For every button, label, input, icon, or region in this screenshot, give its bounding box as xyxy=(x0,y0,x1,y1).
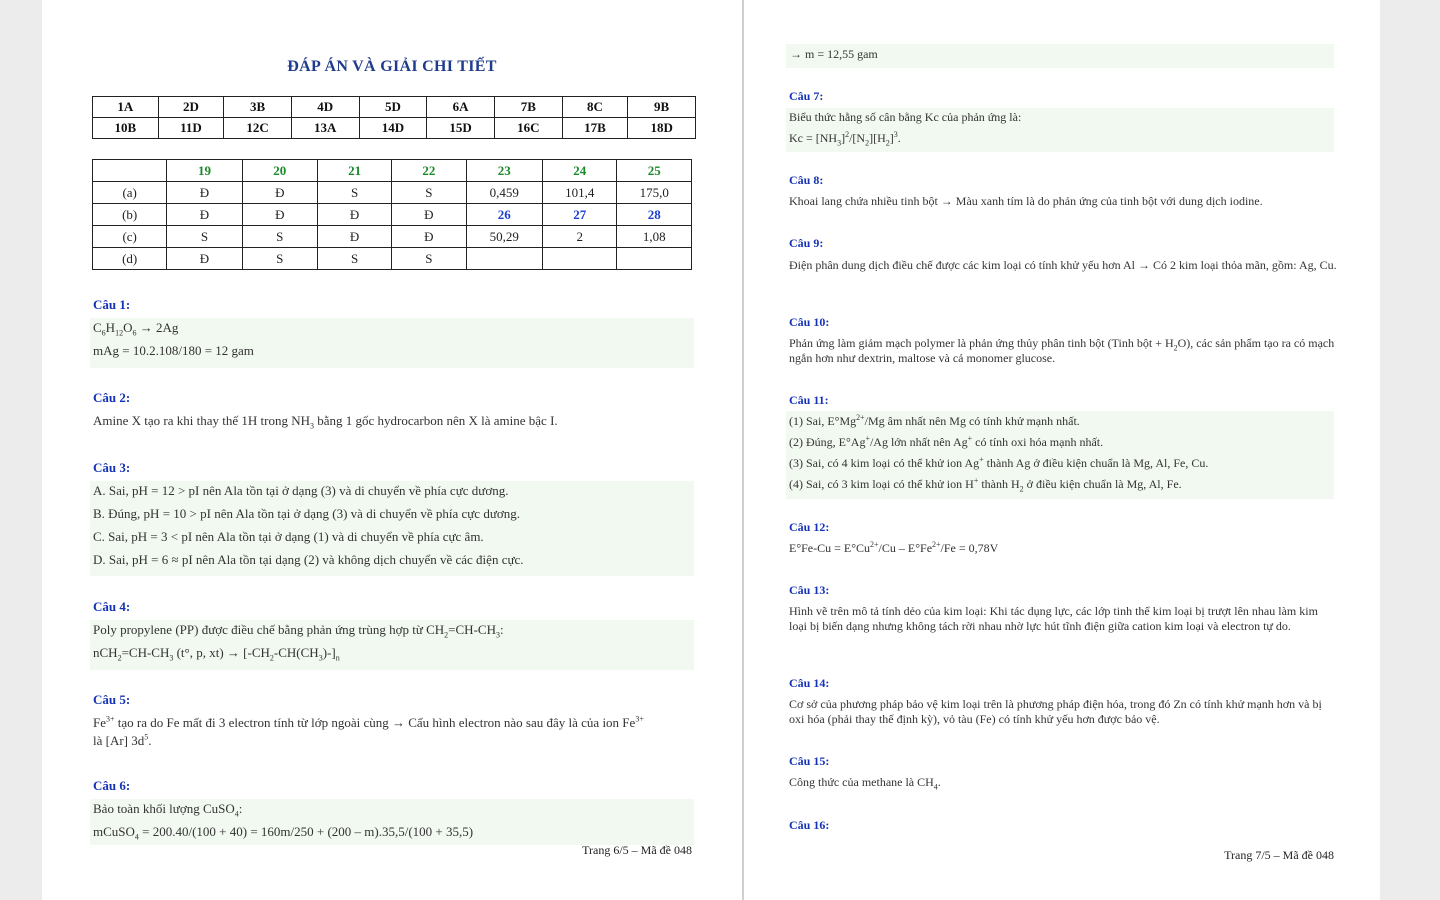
tf-cell: 50,29 xyxy=(466,226,542,248)
tf-row xyxy=(93,226,692,248)
tf-cell xyxy=(617,248,692,270)
question-8-heading: Câu 8: xyxy=(789,173,824,187)
answer-cell: 18D xyxy=(628,118,696,139)
question-12-heading: Câu 12: xyxy=(789,520,830,534)
tf-header-cell: 20 xyxy=(242,160,317,182)
tf-header-row xyxy=(93,160,692,182)
page-title: ĐÁP ÁN VÀ GIẢI CHI TIẾT xyxy=(287,58,497,75)
question-7-expression: $Kc = [NH_3]^2/[N_2][H_2]^3$. xyxy=(789,130,901,148)
tf-cell: 2 xyxy=(542,226,616,248)
question-3-option-d: D. Sai, pH = 6 ≈ pI nên Ala tồn tại dạng (2) và không dịch chuyển về các điện cực. xyxy=(93,552,524,567)
answer-cell: 13A xyxy=(291,118,359,139)
tf-cell: (d) xyxy=(93,248,167,270)
true-false-answer-table xyxy=(92,159,692,270)
question-7-heading: Câu 7: xyxy=(789,89,824,103)
tf-cell: (a) xyxy=(93,182,167,204)
answer-cell: 15D xyxy=(427,118,495,139)
question-5-text: $Fe^{3+}$ tạo ra do Fe mất đi 3 electron tính từ lớp ngoài cùng → Cấu hình electron nào sau đây là của ion $Fe^{3+}$ xyxy=(93,714,644,730)
tf-cell: 175,0 xyxy=(617,182,692,204)
answer-cell: 14D xyxy=(359,118,427,139)
tf-cell: Đ xyxy=(167,248,242,270)
question-6-text: Bảo toàn khối lượng CuSO$_4$: xyxy=(93,801,243,819)
document-page-7 xyxy=(744,0,1380,900)
tf-header-cell: 19 xyxy=(167,160,242,182)
question-3-option-a: A. Sai, pH = 12 > pI nên Ala tồn tại ở dạng (3) và di chuyển về phía cực dương. xyxy=(93,483,509,498)
tf-cell: S xyxy=(167,226,242,248)
question-4-equation: $nCH_2=CH-CH_3$ (t°, p, $xt) \to [-CH_2-CH(CH_3)-]_n$ xyxy=(93,645,340,663)
tf-cell: S xyxy=(242,248,317,270)
tf-cell: Đ xyxy=(167,182,242,204)
question-11-item-2: (2) Đúng, E°Ag+/Ag lớn nhất nên Ag+ có tính oxi hóa mạnh nhất. xyxy=(789,434,1104,449)
answer-cell: 4D xyxy=(291,97,359,118)
question-15-text: Công thức của methane là $CH_4$. xyxy=(789,775,941,792)
tf-cell: 26 xyxy=(466,204,542,226)
question-1-calculation: mAg = 10.2.108/180 = 12 gam xyxy=(93,343,254,358)
tf-cell: Đ xyxy=(167,204,242,226)
tf-cell: 27 xyxy=(542,204,616,226)
question-11-heading: Câu 11: xyxy=(789,393,829,407)
question-5-config: là [Ar] $3d^5$. xyxy=(93,732,152,748)
tf-header-cell xyxy=(93,160,167,182)
answer-row xyxy=(93,97,696,118)
answer-cell: 12C xyxy=(224,118,292,139)
tf-cell: S xyxy=(392,248,466,270)
tf-cell: Đ xyxy=(242,182,317,204)
tf-cell: 1,08 xyxy=(617,226,692,248)
tf-header-cell: 23 xyxy=(466,160,542,182)
answer-cell: 17B xyxy=(562,118,628,139)
question-2-text: Amine X tạo ra khi thay thế 1H trong $NH_3$ bằng 1 gốc hydrocarbon nên X là amine bậc I. xyxy=(93,413,558,431)
question-12-equation: $E^\circ Fe-Cu = E^\circ Cu^{2+}/Cu - E^\circ Fe^{2+}/Fe = 0,78V$ xyxy=(789,540,999,555)
question-6-equation: mCuSO$_4$ = 200.40/(100 + 40) = 160m/250 + (200 – m).35,5/(100 + 35,5) xyxy=(93,824,474,842)
tf-cell: Đ xyxy=(392,204,466,226)
answer-cell: 3B xyxy=(224,97,292,118)
tf-cell: S xyxy=(317,182,391,204)
tf-header-cell: 21 xyxy=(317,160,391,182)
question-9-text: Điện phân dung dịch điều chế được các kim loại có tính khử yếu hơn Al → Có 2 kim loại thỏa mãn, gồm: Ag, Cu. xyxy=(789,258,1337,272)
question-3-option-c: C. Sai, pH = 3 < pI nên Ala tồn tại ở dạng (1) và di chuyển về phía cực âm. xyxy=(93,529,484,544)
question-14-heading: Câu 14: xyxy=(789,676,830,690)
tf-header-cell: 25 xyxy=(617,160,692,182)
tf-cell: Đ xyxy=(317,226,391,248)
question-11-item-1: (1) Sai, $E^\circ Mg^{2+}/Mg$ âm nhất nên Mg có tính khử mạnh nhất. xyxy=(789,413,1080,428)
question-10-text: Phản ứng làm giảm mạch polymer là phản ứng thủy phân tinh bột (Tinh bột + $H_2O$), các sản phẩm tạo ra có mạch ngắn hơn như dextrin, maltose và cả monomer glucose. xyxy=(789,336,1335,365)
tf-cell: S xyxy=(392,182,466,204)
tf-cell: 101,4 xyxy=(542,182,616,204)
question-10-heading: Câu 10: xyxy=(789,315,830,329)
answer-cell: 2D xyxy=(158,97,224,118)
answer-key-table xyxy=(92,96,696,139)
question-7-text: Biểu thức hằng số cân bằng Kc của phản ứng là: xyxy=(789,110,1022,124)
question-6-heading: Câu 6: xyxy=(93,778,131,793)
answer-cell: 5D xyxy=(359,97,427,118)
tf-header-cell: 24 xyxy=(542,160,616,182)
page-footer: Trang 6/5 – Mã đề 048 xyxy=(582,843,692,857)
question-1-heading: Câu 1: xyxy=(93,297,131,312)
tf-cell: Đ xyxy=(392,226,466,248)
question-14-text: Cơ sở của phương pháp bảo vệ kim loại trên là phương pháp điện hóa, trong đó Zn có tính khử mạnh hơn và bị oxi hóa (phải thay thế định kỳ), vỏ tàu (Fe) có tính khử yếu hơn được bảo vệ. xyxy=(789,697,1322,726)
page-footer: Trang 7/5 – Mã đề 048 xyxy=(1224,848,1334,862)
tf-row xyxy=(93,182,692,204)
tf-row xyxy=(93,204,692,226)
question-13-heading: Câu 13: xyxy=(789,583,830,597)
answer-cell: 9B xyxy=(628,97,696,118)
question-2-heading: Câu 2: xyxy=(93,390,131,405)
answer-cell: 6A xyxy=(427,97,495,118)
question-15-heading: Câu 15: xyxy=(789,754,830,768)
answer-cell: 16C xyxy=(494,118,562,139)
answer-cell: 10B xyxy=(93,118,159,139)
carryover-result: → m = 12,55 gam xyxy=(790,47,878,61)
question-8-text: Khoai lang chứa nhiều tinh bột → Màu xanh tím là do phản ứng của tinh bột với dung dịch iodine. xyxy=(789,194,1263,208)
question-11-item-4: (4) Sai, có 3 kim loại có thể khử ion H+ thành $H_2$ ở điều kiện chuẩn là Mg, Al, Fe. xyxy=(789,476,1182,494)
question-4-heading: Câu 4: xyxy=(93,599,131,614)
tf-cell: 0,459 xyxy=(466,182,542,204)
question-3-option-b: B. Đúng, pH = 10 > pI nên Ala tồn tại ở dạng (3) và di chuyển về phía cực dương. xyxy=(93,506,521,521)
answer-cell: 11D xyxy=(158,118,224,139)
tf-cell xyxy=(542,248,616,270)
tf-cell: Đ xyxy=(317,204,391,226)
tf-cell xyxy=(466,248,542,270)
answer-cell: 7B xyxy=(494,97,562,118)
answer-cell: 8C xyxy=(562,97,628,118)
question-13-text: Hình vẽ trên mô tả tính dẻo của kim loại: Khi tác dụng lực, các lớp tinh thể kim loại bị trượt lên nhau làm kim loại bị biến dạng nhưng không tách rời nhau nhờ lực hút tĩnh điện giữa cation kim loại và electron tự do. xyxy=(789,604,1318,633)
tf-header-cell: 22 xyxy=(392,160,466,182)
tf-cell: Đ xyxy=(242,204,317,226)
tf-cell: (b) xyxy=(93,204,167,226)
question-16-heading: Câu 16: xyxy=(789,818,830,832)
answer-cell: 1A xyxy=(93,97,159,118)
tf-row xyxy=(93,248,692,270)
question-3-heading: Câu 3: xyxy=(93,460,131,475)
answer-row xyxy=(93,118,696,139)
question-4-text: Poly propylene (PP) được điều chế bằng phản ứng trùng hợp từ $CH_2=CH-CH_3$: xyxy=(93,622,504,640)
tf-cell: S xyxy=(242,226,317,248)
question-11-item-3: (3) Sai, có 4 kim loại có thể khử ion Ag+ thành Ag ở điều kiện chuẩn là Mg, Al, Fe, Cu. xyxy=(789,455,1209,470)
question-5-heading: Câu 5: xyxy=(93,692,131,707)
document-page-6 xyxy=(42,0,742,900)
tf-cell: S xyxy=(317,248,391,270)
question-9-heading: Câu 9: xyxy=(789,236,824,250)
tf-cell: (c) xyxy=(93,226,167,248)
tf-cell: 28 xyxy=(617,204,692,226)
question-1-equation: $C_6H_{12}O_6 \to 2Ag$ xyxy=(93,320,179,338)
